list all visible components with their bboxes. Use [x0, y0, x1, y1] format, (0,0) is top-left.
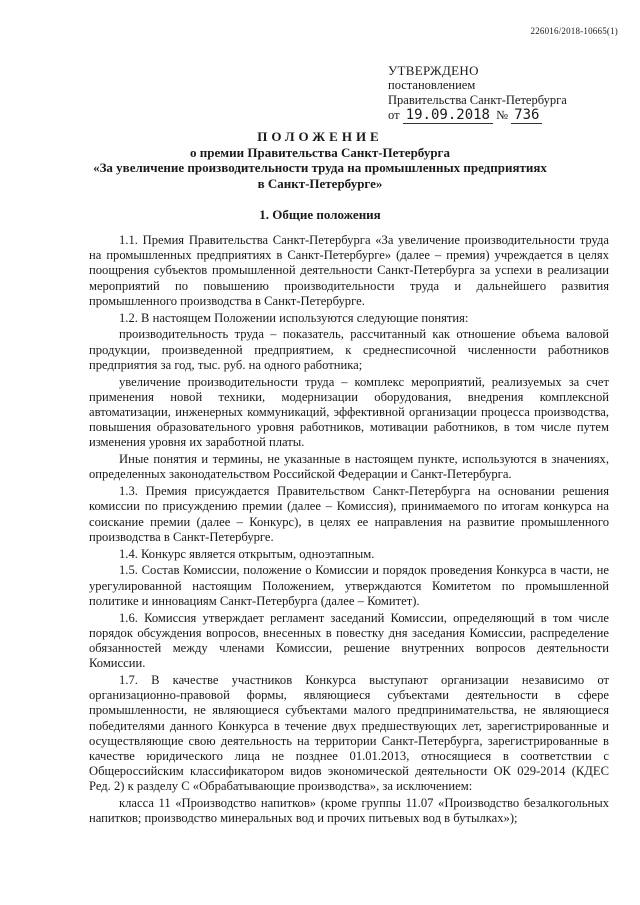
approval-authority: Правительства Санкт-Петербурга — [388, 93, 567, 107]
paragraph-1-3: 1.3. Премия присуждается Правительством Санкт-Петербурга на основании решения комиссии по присуждению премии (далее – Комиссия), принимаемого по итогам конкурса на соискание премии (далее – Конкурс), в целях ее направления на развитие промышленного производства в Санкт-Петербурге. — [89, 484, 609, 544]
approval-date-line — [388, 108, 567, 123]
date-prefix: от — [388, 108, 400, 122]
paragraph-1-1: 1.1. Премия Правительства Санкт-Петербурга «За увеличение производительности труда на промышленных предприятиях в Санкт-Петербурге» (далее – премия) учреждается в целях поощрения субъектов промышленной деятельности Санкт-Петербурга за успехи в реализации мероприятий по повышению производительности труда и дальнейшего развития промышленного производства в Санкт-Петербурге. — [89, 233, 609, 308]
document-title-block — [0, 129, 640, 191]
document-title: ПОЛОЖЕНИЕ — [257, 129, 383, 144]
paragraph-1-6: 1.6. Комиссия утверждает регламент заседаний Комиссии, определяющий в том числе порядок обсуждения вопросов, внесенных в повестку дня заседания Комиссии, распределение обязанностей между членами Комиссии, решение внутренних вопросов деятельности Комиссии. — [89, 610, 609, 671]
approval-decree-label: постановлением — [388, 78, 476, 92]
document-body — [89, 233, 609, 828]
decree-date: 19.09.2018 — [403, 107, 493, 124]
approval-stamp-block — [388, 63, 567, 123]
paragraph-1-7: 1.7. В качестве участников Конкурса выступают организации независимо от организационно-правовой формы, являющиеся субъектами деятельности в сфере промышленности, не являющиеся субъектами малого предпринимательства, не являющиеся победителями данного Конкурса в течение двух предшествующих лет, зарегистрированные и осуществляющие свою деятельность на территории Санкт-Петербурга, зарегистрированные в качестве юридического лица не позднее 01.01.2013, относящиеся в соответствии с Общероссийским классификатором видов экономической деятельности ОК 029-2014 (КДЕС Ред. 2) к разделу С «Обрабатывающие производства», за исключением: — [89, 673, 609, 794]
document-subtitle-line-3: в Санкт-Петербурге» — [257, 175, 383, 191]
number-sign: № — [496, 108, 509, 122]
paragraph-other-terms: Иные понятия и термины, не указанные в настоящем пункте, используются в значениях, определенных законодательством Российской Федерации и Санкт-Петербурга. — [89, 452, 609, 482]
decree-number: 736 — [511, 107, 542, 124]
paragraph-1-4: 1.4. Конкурс является открытым, одноэтапным. — [119, 546, 375, 561]
document-subtitle-line-2: «За увеличение производительности труда на промышленных предприятиях — [93, 160, 547, 175]
approved-label: УТВЕРЖДЕНО — [388, 63, 479, 78]
paragraph-exclusion-class-11: класса 11 «Производство напитков» (кроме группы 11.07 «Производство безалкогольных напитков; производство минеральных вод и прочих питьевых вод в бутылках»); — [89, 796, 609, 826]
document-registration-number: 226016/2018-10665(1) — [530, 26, 618, 36]
definition-productivity-increase: увеличение производительности труда – комплекс мероприятий, реализуемых за счет применения новой техники, модернизации оборудования, внедрения комплексной автоматизации, инженерных коммуникаций, эффективной организации процесса производства, повышения образовательного уровня работников, мотивации работников, в том числе путем изменения уровня их заработной платы. — [89, 374, 609, 450]
paragraph-1-2: 1.2. В настоящем Положении используются следующие понятия: — [119, 310, 469, 325]
paragraph-1-5: 1.5. Состав Комиссии, положение о Комиссии и порядок проведения Конкурса в части, не урегулированной настоящим Положением, утверждаются Комитетом по промышленной политике и инновациям Санкт-Петербурга (далее – Комитет). — [89, 563, 609, 608]
document-subtitle-line-1: о премии Правительства Санкт-Петербурга — [190, 144, 450, 160]
section-title: 1. Общие положения — [259, 207, 381, 222]
definition-productivity: производительность труда – показатель, рассчитанный как отношение объема валовой продукции, произведенной предприятием, к среднесписочной численности работников предприятия за год, тыс. руб. на одного работника; — [89, 327, 609, 372]
